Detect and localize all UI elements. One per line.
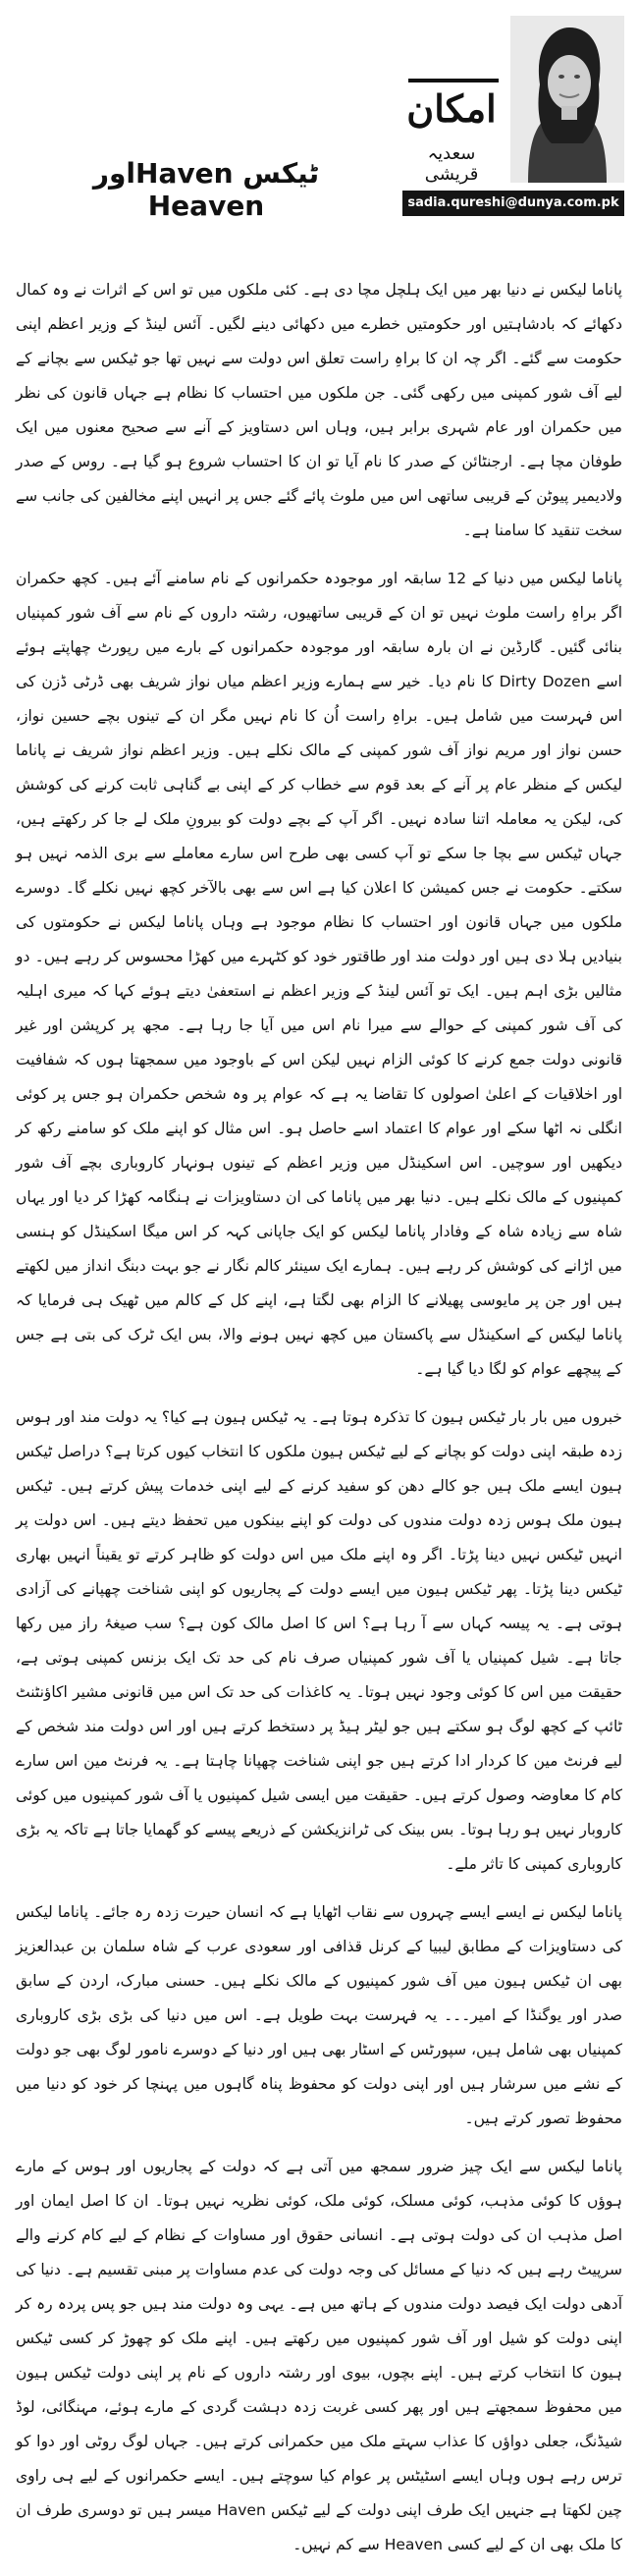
headline: ٹیکس Havenاور Heaven xyxy=(92,157,320,222)
author-name: سعدیہ قریشی xyxy=(424,143,479,185)
column-header xyxy=(0,0,638,265)
column-name: امکان xyxy=(406,86,497,131)
column-brand-box xyxy=(402,16,624,216)
author-email[interactable]: sadia.qureshi@dunya.com.pk xyxy=(402,191,624,216)
paragraph-3: خبروں میں بار بار ٹیکس ہیون کا تذکرہ ہوتا ہے۔ یہ ٹیکس ہیون ہے کیا؟ یہ دولت مند اور ہوس زدہ طبقہ اپنی دولت کو بچانے کے لیے ٹیکس ہیون ملکوں کا انتخاب کیوں کرتا ہے؟ دراصل ٹیکس ہیون ایسے ملک ہیں جو کالے دھن کو سفید کرنے کے لیے اپنی خدمات پیش کرتے ہیں۔ ٹیکس ہیون ملک ہوس زدہ دولت مندوں کی دولت کو اپنے بینکوں میں تحفظ دیتے ہیں۔ اس دولت پر انہیں ٹیکس نہیں دینا پڑتا۔ اگر وہ اپنے ملک میں اس دولت کو ظاہر کرتے تو یقیناً انہیں بھاری ٹیکس دینا پڑتا۔ پھر ٹیکس ہیون میں ایسے دولت کے پجاریوں کو اپنی شناخت چھپانے کی آزادی ہوتی ہے۔ یہ پیسہ کہاں سے آ رہا ہے؟ اس کا اصل مالک کون ہے؟ سب صیغۂ راز میں رکھا جاتا ہے۔ شیل کمپنیاں یا آف شور کمپنیاں صرف نام کی حد تک ایک بزنس کمپنی ہوتی ہے، حقیقت میں اس کا کوئی وجود نہیں ہوتا۔ یہ کاغذات کی حد تک اس میں قانونی مشیر اکاؤنٹنٹ ٹائپ کے کچھ لوگ ہو سکتے ہیں جو لیٹر ہیڈ پر دستخط کرتے ہیں اور اس دولت مند شخص کے لیے فرنٹ مین کا کردار ادا کرتے ہیں جو اپنی شناخت چھپانا چاہتا ہے۔ یہ فرنٹ مین اس سارے کام کا معاوضہ وصول کرتے ہیں۔ حقیقت میں ایسی شیل کمپنیوں یا آف شور کمپنیوں میں کوئی کاروبار نہیں ہو رہا ہوتا۔ بس بینک کی ٹرانزیکشن کے ذریعے پیسے کو گھمایا جاتا ہے تاکہ یہ بڑی کاروباری کمپنی کا تاثر ملے۔ xyxy=(16,1408,622,1873)
brand-divider xyxy=(408,79,499,82)
author-portrait xyxy=(510,16,624,183)
article-body xyxy=(16,273,622,2576)
paragraph-2: پاناما لیکس میں دنیا کے 12 سابقہ اور موجودہ حکمرانوں کے نام سامنے آئے ہیں۔ کچھ حکمران اگر براہِ راست ملوث نہیں تو ان کے قریبی ساتھیوں، رشتہ داروں کے نام سے آف شور کمپنیاں بنائی گئیں۔ گارڈین نے ان بارہ سابقہ اور موجودہ حکمرانوں کے بارے میں رپورٹ چھاپتے ہوئے اسے Dirty Dozen کا نام دیا۔ خیر سے ہمارے وزیر اعظم میاں نواز شریف بھی ڈرٹی ڈزن کی اس فہرست میں شامل ہیں۔ براہِ راست اُن کا نام نہیں مگر ان کے تینوں بچے حسین نواز، حسن نواز اور مریم نواز آف شور کمپنی کے مالک نکلے ہیں۔ وزیر اعظم نواز شریف نے پاناما لیکس کے منظر عام پر آنے کے بعد قوم سے خطاب کر کے اپنی بے گناہی ثابت کرنے کی کوشش کی، لیکن یہ معاملہ اتنا سادہ نہیں۔ اگر آپ کے بچے دولت کو بیرونِ ملک لے جا کر رکھتے ہیں، جہاں ٹیکس سے بچا جا سکے تو آپ کسی بھی طرح اس سارے معاملے سے بری الذمہ نہیں ہو سکتے۔ حکومت نے جس کمیشن کا اعلان کیا ہے اس سے بھی بالآخر کچھ نہیں نکلے گا۔ دوسرے ملکوں میں جہاں قانون اور احتساب کا نظام موجود ہے وہاں پاناما لیکس نے حکومتوں کی بنیادیں ہلا دی ہیں اور دولت مند اور طاقتور خود کو کٹہرے میں کھڑا محسوس کر رہے ہیں۔ دو مثالیں بڑی اہم ہیں۔ ایک تو آئس لینڈ کے وزیر اعظم نے استعفیٰ دیتے ہوئے کہا کہ میری اہلیہ کی آف شور کمپنی کے حوالے سے میرا نام اس میں آیا جا رہا ہے۔ مجھ پر کرپشن اور غیر قانونی دولت جمع کرنے کا کوئی الزام نہیں لیکن اس کے باوجود میں سمجھتا ہوں کہ شفافیت اور اخلاقیات کے اعلیٰ اصولوں کا تقاضا یہ ہے کہ عوام پر وہ شخص حکمران ہو جس پر کوئی انگلی نہ اٹھا سکے اور عوام کا اعتماد اسے حاصل ہو۔ اس مثال کو اپنے ملک کو سامنے رکھ کر دیکھیں اور سوچیں۔ اس اسکینڈل میں وزیر اعظم کے تینوں ہونہار کاروباری بچے آف شور کمپنیوں کے مالک نکلے ہیں۔ دنیا بھر میں پاناما کی ان دستاویزات نے ہنگامہ کھڑا کر دیا اور یہاں شاہ سے زیادہ شاہ کے وفادار پاناما لیکس کو ایک جاپانی کہہ کر اس میگا اسکینڈل کو ہنسی میں اڑانے کی کوشش کر رہے ہیں۔ ہمارے ایک سینئر کالم نگار نے جو بہت دبنگ انداز میں لکھتے ہیں اور جن پر مایوسی پھیلانے کا الزام بھی لگتا ہے، اپنے کل کے کالم میں ٹھیک ہی فرمایا کہ پاناما لیکس کے اسکینڈل سے پاکستان میں کچھ نہیں ہونے والا، بس ایک ٹرک کی بتی ہے جس کے پیچھے عوام کو لگا دیا گیا ہے۔ xyxy=(16,570,622,1378)
paragraph-4: پاناما لیکس نے ایسے ایسے چہروں سے نقاب اٹھایا ہے کہ انسان حیرت زدہ رہ جائے۔ پاناما لیکس کی دستاویزات کے مطابق لیبیا کے کرنل قذافی اور سعودی عرب کے شاہ سلمان بن عبدالعزیز بھی ان ٹیکس ہیون میں آف شور کمپنیوں کے مالک نکلے ہیں۔ حسنی مبارک، اردن کے سابق صدر اور یوگنڈا کے امیر۔۔۔ یہ فہرست بہت طویل ہے۔ اس میں دنیا کی بڑی بڑی کاروباری کمپنیاں بھی شامل ہیں، سپورٹس کے اسٹار بھی ہیں اور دنیا کے دوسرے نامور لوگ بھی جو دولت کے نشے میں سرشار ہیں اور اپنی دولت کو محفوظ پناہ گاہوں میں پہنچا کر خود کو دنیا میں محفوظ تصور کرتے ہیں۔ xyxy=(16,1903,622,2127)
paragraph-1: پاناما لیکس نے دنیا بھر میں ایک ہلچل مچا دی ہے۔ کئی ملکوں میں تو اس کے اثرات نے وہ کمال دکھائے کہ بادشاہتیں اور حکومتیں خطرے میں دکھائی دینے لگیں۔ آئس لینڈ کے وزیر اعظم اپنی حکومت سے گئے۔ اگر چہ ان کا براہِ راست تعلق اس دولت سے نہیں تھا جو ٹیکس سے بچانے کے لیے آف شور کمپنی میں رکھی گئی۔ جن ملکوں میں احتساب کا نظام ہے جہاں قانون کی نظر میں حکمران اور عام شہری برابر ہیں، وہاں اس دستاویز کے آنے سے صحیح معنوں میں ایک طوفان مچا ہے۔ ارجنٹائن کے صدر کا نام آیا تو ان کا احتساب شروع ہو گیا ہے۔ روس کے صدر ولادیمیر پیوٹن کے قریبی ساتھی اس میں ملوث پائے گئے جس پر انہیں اپنے مخالفین کی جانب سے سخت تنقید کا سامنا ہے۔ xyxy=(16,281,622,539)
paragraph-5: پاناما لیکس سے ایک چیز ضرور سمجھ میں آتی ہے کہ دولت کے پجاریوں اور ہوس کے مارے ہوؤں کا کوئی مذہب، کوئی مسلک، کوئی ملک، کوئی نظریہ نہیں ہوتا۔ ان کا اصل ایمان اور اصل مذہب ان کی دولت ہوتی ہے۔ انسانی حقوق اور مساوات کے نظام کے لیے کام کرنے والے سرپیٹ رہے ہیں کہ دنیا کے مسائل کی وجہ دولت کی عدم مساوات پر مبنی تقسیم ہے۔ دنیا کی آدھی دولت ایک فیصد دولت مندوں کے ہاتھ میں ہے۔ یہی وہ دولت مند ہیں جو پس پردہ رہ کر اپنی دولت کو شیل اور آف شور کمپنیوں میں رکھتے ہیں۔ اپنے ملک کو چھوڑ کر کسی ٹیکس ہیون کا انتخاب کرتے ہیں۔ اپنے بچوں، بیوی اور رشتہ داروں کے نام پر اپنی دولت ٹیکس ہیون میں محفوظ سمجھتے ہیں اور پھر کسی غربت زدہ دہشت گردی کے مارے ہوئے، مہنگائی، لوڈ شیڈنگ، جعلی دواؤں کا عذاب سہتے ملک میں حکمرانی کرتے ہیں۔ جہاں لوگ روٹی اور دوا کو ترس رہے ہوں وہاں ایسے اسٹیٹس پر عوام کیا سوچتے ہیں۔ ایسے حکمرانوں کے لیے ہی راوی چین لکھتا ہے جنہیں ایک طرف اپنی دولت کے لیے ٹیکس Haven میسر ہیں تو دوسری طرف ان کا ملک بھی ان کے لیے کسی Heaven سے کم نہیں۔ xyxy=(16,2158,622,2553)
